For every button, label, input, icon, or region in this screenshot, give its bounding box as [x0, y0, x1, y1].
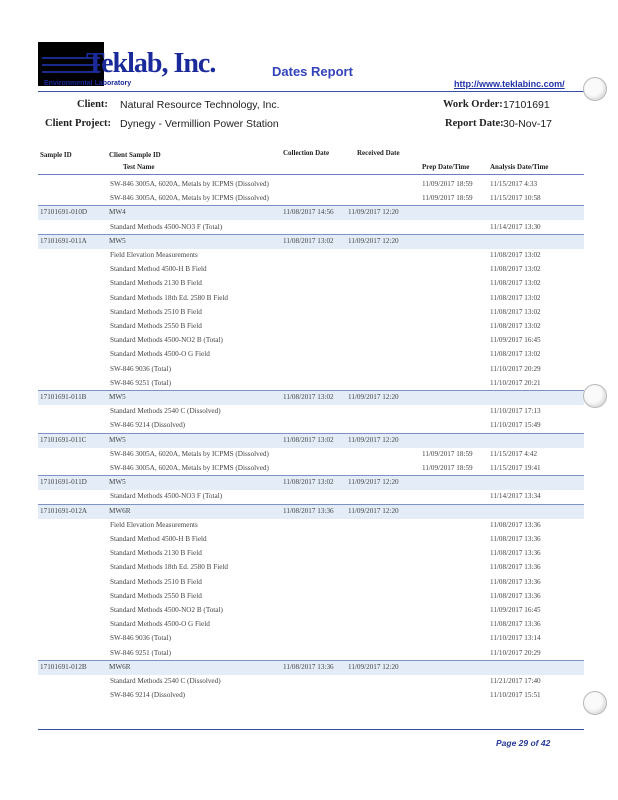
analysis-date: 11/08/2017 13:36 [490, 535, 541, 543]
client-label: Client: [77, 99, 108, 110]
footer-divider [38, 729, 584, 730]
sample-id: 17101691-012B [40, 662, 87, 671]
client-sample-id: MW5 [109, 236, 126, 245]
analysis-date: 11/08/2017 13:36 [490, 577, 541, 586]
collection-date: 11/08/2017 13:02 [283, 393, 334, 401]
sample-id: 17101691-011D [40, 478, 87, 487]
sample-row-divider [38, 504, 584, 505]
sample-id: 17101691-012A [40, 506, 88, 515]
test-name: Standard Methods 2550 B Field [110, 322, 202, 330]
analysis-date: 11/10/2017 13:14 [490, 634, 541, 643]
column-header-divider [38, 174, 584, 175]
analysis-date: 11/08/2017 13:02 [490, 322, 541, 330]
test-name: Field Elevation Measurements [110, 251, 198, 259]
analysis-date: 11/15/2017 10:58 [490, 194, 541, 203]
sample-id: 17101691-010D [40, 208, 88, 217]
analysis-date: 11/14/2017 13:30 [490, 222, 541, 231]
client-sample-id: MW5 [109, 478, 126, 487]
logo-subtitle: Environmental Laboratory [44, 80, 132, 87]
report-title: Dates Report [272, 64, 353, 79]
client-project-value: Dynegy - Vermillion Power Station [120, 118, 279, 130]
col-sample-id: Sample ID [40, 151, 72, 159]
client-sample-id: MW5 [109, 435, 126, 444]
punch-hole [583, 691, 607, 715]
test-name: Standard Methods 4500-O G Field [110, 350, 210, 359]
received-date: 11/09/2017 12:20 [348, 393, 399, 401]
test-name: Standard Methods 4500-NO3 F (Total) [110, 222, 223, 231]
col-received-date: Received Date [357, 149, 400, 157]
analysis-date: 11/10/2017 17:13 [490, 407, 541, 416]
prep-date: 11/09/2017 18:59 [422, 180, 473, 188]
sample-id: 17101691-011C [40, 435, 87, 444]
collection-date: 11/08/2017 13:02 [283, 478, 334, 487]
analysis-date: 11/08/2017 13:02 [490, 307, 541, 316]
test-name: SW-846 9214 (Dissolved) [110, 691, 186, 700]
test-name: SW-846 3005A, 6020A, Metals by ICPMS (Dissolved) [110, 449, 269, 458]
analysis-date: 11/10/2017 15:51 [490, 691, 541, 700]
test-name: Standard Methods 4500-O G Field [110, 620, 210, 629]
col-analysis-date: Analysis Date/Time [490, 163, 549, 171]
prep-date: 11/09/2017 18:59 [422, 449, 473, 458]
analysis-date: 11/09/2017 16:45 [490, 606, 541, 614]
test-name: Standard Method 4500-H B Field [110, 265, 207, 274]
client-sample-id: MW4 [109, 208, 126, 217]
test-name: SW-846 9251 (Total) [110, 648, 171, 657]
sample-row-divider [38, 660, 584, 661]
analysis-date: 11/08/2017 13:02 [490, 350, 541, 359]
sample-id: 17101691-011A [40, 236, 87, 245]
analysis-date: 11/15/2017 4:33 [490, 180, 538, 188]
test-name: SW-846 3005A, 6020A, Metals by ICPMS (Dissolved) [110, 464, 269, 472]
col-collection-date: Collection Date [283, 149, 330, 157]
work-order-value: 17101691 [503, 99, 550, 111]
col-test-name: Test Name [123, 163, 155, 171]
collection-date: 11/08/2017 13:02 [283, 236, 334, 245]
test-name: Standard Methods 18th Ed. 2580 B Field [110, 563, 228, 572]
analysis-date: 11/08/2017 13:02 [490, 293, 541, 302]
analysis-date: 11/14/2017 13:34 [490, 492, 541, 501]
analysis-date: 11/08/2017 13:36 [490, 591, 541, 600]
logo-name: Teklab, Inc. [86, 48, 216, 79]
received-date: 11/09/2017 12:20 [348, 506, 399, 515]
punch-hole [583, 77, 607, 101]
analysis-date: 11/15/2017 19:41 [490, 464, 541, 472]
test-name: Standard Methods 4500-NO2 B (Total) [110, 606, 223, 614]
col-client-sample-id: Client Sample ID [109, 151, 161, 159]
test-name: SW-846 9036 (Total) [110, 364, 171, 373]
test-name: Standard Methods 18th Ed. 2580 B Field [110, 293, 228, 302]
analysis-date: 11/08/2017 13:36 [490, 549, 541, 558]
header-divider [38, 91, 584, 92]
test-name: Standard Methods 4500-NO3 F (Total) [110, 492, 223, 501]
prep-date: 11/09/2017 18:59 [422, 194, 473, 203]
company-url-link[interactable]: http://www.teklabinc.com/ [454, 79, 565, 89]
analysis-date: 11/10/2017 15:49 [490, 421, 541, 430]
analysis-date: 11/08/2017 13:02 [490, 251, 541, 259]
test-name: SW-846 9036 (Total) [110, 634, 171, 643]
test-name: Standard Methods 2130 B Field [110, 549, 202, 558]
sample-row-divider [38, 234, 584, 235]
company-logo [38, 42, 216, 94]
received-date: 11/09/2017 12:20 [348, 208, 399, 217]
sample-row-divider [38, 205, 584, 206]
test-name: Standard Methods 2550 B Field [110, 591, 202, 600]
sample-row-divider [38, 390, 584, 391]
analysis-date: 11/09/2017 16:45 [490, 336, 541, 345]
sample-id: 17101691-011B [40, 393, 87, 401]
collection-date: 11/08/2017 13:36 [283, 506, 334, 515]
analysis-date: 11/10/2017 20:29 [490, 364, 541, 373]
test-name: Standard Methods 2130 B Field [110, 279, 202, 288]
received-date: 11/09/2017 12:20 [348, 435, 399, 444]
collection-date: 11/08/2017 13:02 [283, 435, 334, 444]
analysis-date: 11/21/2017 17:40 [490, 677, 541, 685]
test-name: Standard Methods 2540 C (Dissolved) [110, 677, 221, 685]
report-date-label: Report Date: [445, 118, 504, 129]
analysis-date: 11/08/2017 13:36 [490, 520, 541, 529]
test-name: SW-846 3005A, 6020A, Metals by ICPMS (Dissolved) [110, 180, 269, 188]
analysis-date: 11/08/2017 13:02 [490, 279, 541, 288]
work-order-label: Work Order: [443, 99, 503, 110]
collection-date: 11/08/2017 13:36 [283, 662, 334, 671]
analysis-date: 11/08/2017 13:36 [490, 563, 541, 572]
test-name: Standard Methods 2510 B Field [110, 307, 202, 316]
analysis-date: 11/15/2017 4:42 [490, 449, 538, 458]
test-name: SW-846 9214 (Dissolved) [110, 421, 186, 430]
received-date: 11/09/2017 12:20 [348, 236, 399, 245]
page-number: Page 29 of 42 [496, 738, 551, 748]
received-date: 11/09/2017 12:20 [348, 662, 399, 671]
col-prep-date: Prep Date/Time [422, 163, 470, 171]
sample-row-divider [38, 433, 584, 434]
received-date: 11/09/2017 12:20 [348, 478, 399, 487]
test-name: Standard Methods 4500-NO2 B (Total) [110, 336, 223, 345]
analysis-date: 11/08/2017 13:36 [490, 620, 541, 629]
test-name: Standard Method 4500-H B Field [110, 535, 207, 543]
test-name: SW-846 3005A, 6020A, Metals by ICPMS (Dissolved) [110, 194, 269, 203]
collection-date: 11/08/2017 14:56 [283, 208, 334, 217]
test-name: SW-846 9251 (Total) [110, 378, 171, 387]
test-name: Standard Methods 2540 C (Dissolved) [110, 407, 221, 416]
client-sample-id: MW5 [109, 393, 126, 401]
analysis-date: 11/10/2017 20:21 [490, 378, 541, 387]
test-name: Standard Methods 2510 B Field [110, 577, 202, 586]
analysis-date: 11/08/2017 13:02 [490, 265, 541, 274]
client-sample-id: MW6R [109, 506, 131, 515]
punch-hole [583, 384, 607, 408]
test-name: Field Elevation Measurements [110, 520, 198, 529]
analysis-date: 11/10/2017 20:29 [490, 648, 541, 657]
prep-date: 11/09/2017 18:59 [422, 464, 473, 472]
client-project-label: Client Project: [45, 118, 111, 129]
client-value: Natural Resource Technology, Inc. [120, 99, 280, 111]
sample-row-divider [38, 475, 584, 476]
client-sample-id: MW6R [109, 662, 131, 671]
report-date-value: 30-Nov-17 [503, 118, 553, 130]
